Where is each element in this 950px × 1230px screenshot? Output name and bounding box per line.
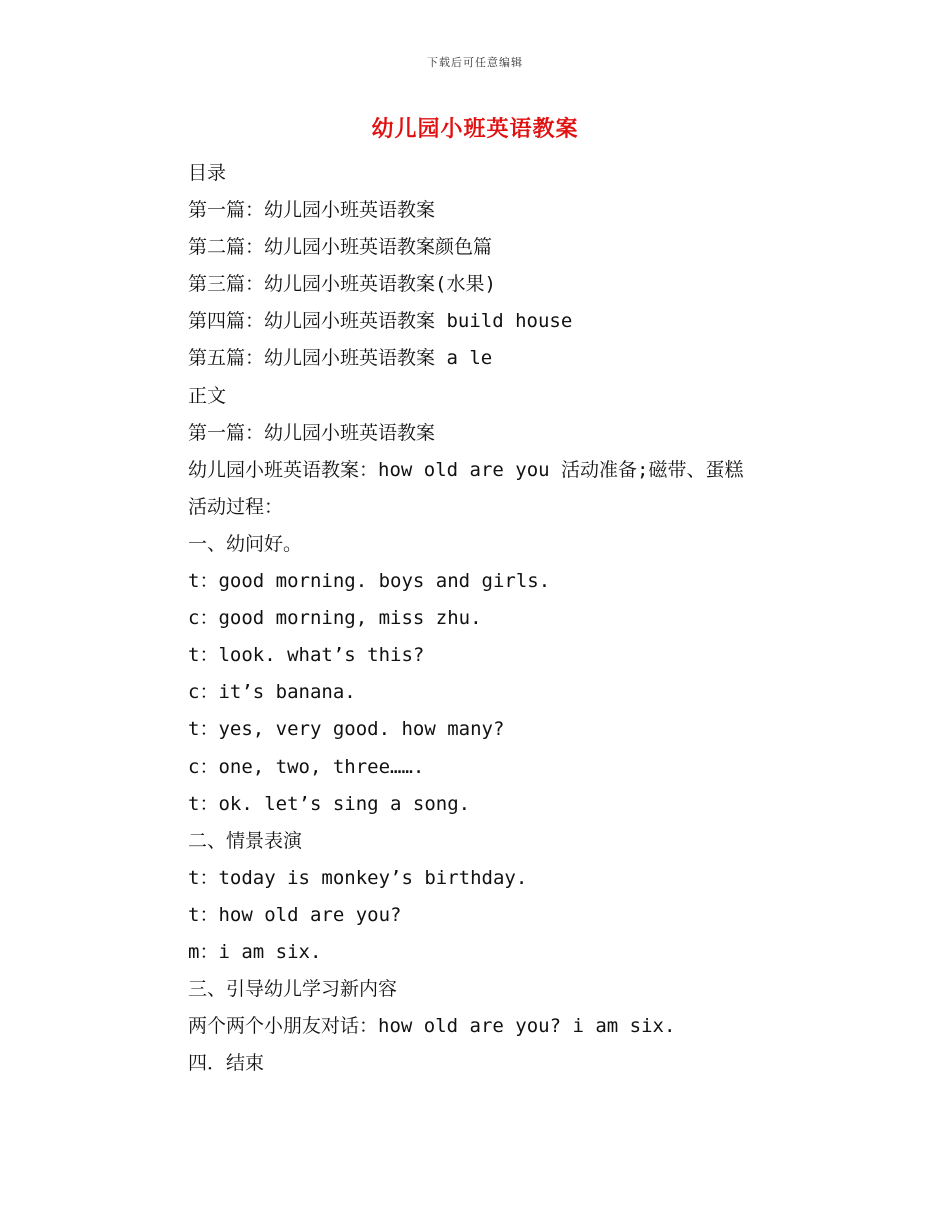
- paragraph-line: 两个两个小朋友对话：how old are you? i am six.: [188, 1015, 676, 1038]
- dialogue-line: c：it’s banana.: [188, 681, 356, 704]
- dialogue-line: t：yes, very good. how many?: [188, 718, 505, 741]
- toc-item-1: 第一篇：幼儿园小班英语教案: [188, 199, 436, 222]
- paragraph-line: 幼儿园小班英语教案：how old are you 活动准备;磁带、蛋糕: [188, 458, 744, 481]
- document-title: 幼儿园小班英语教案: [371, 116, 579, 142]
- toc-item-4: 第四篇：幼儿园小班英语教案 build house: [188, 310, 573, 333]
- dialogue-line: t：look. what’s this?: [188, 644, 425, 667]
- step-heading: 二、情景表演: [188, 829, 303, 852]
- toc-item-2: 第二篇：幼儿园小班英语教案颜色篇: [188, 236, 493, 259]
- dialogue-line: t：today is monkey’s birthday.: [188, 866, 528, 889]
- section-title: 第一篇：幼儿园小班英语教案: [188, 421, 436, 444]
- step-heading: 一、幼问好。: [188, 532, 303, 555]
- toc-item-3: 第三篇：幼儿园小班英语教案(水果): [188, 273, 496, 296]
- document-body: [188, 155, 808, 1082]
- paragraph-line: 活动过程：: [188, 495, 284, 518]
- dialogue-line: c：good morning, miss zhu.: [188, 607, 482, 630]
- dialogue-line: t：good morning. boys and girls.: [188, 570, 551, 593]
- step-heading: 三、引导幼儿学习新内容: [188, 978, 398, 1001]
- toc-item-5: 第五篇：幼儿园小班英语教案 a le: [188, 347, 493, 370]
- page-header: 下载后可任意编辑: [427, 56, 523, 69]
- body-heading: 正文: [188, 384, 227, 407]
- dialogue-line: t：how old are you?: [188, 903, 402, 926]
- toc-heading: 目录: [188, 162, 227, 184]
- dialogue-line: m：i am six.: [188, 940, 322, 963]
- dialogue-line: t：ok. let’s sing a song.: [188, 792, 471, 815]
- step-heading: 四．结束: [188, 1052, 265, 1075]
- dialogue-line: c：one, two, three…….: [188, 755, 425, 778]
